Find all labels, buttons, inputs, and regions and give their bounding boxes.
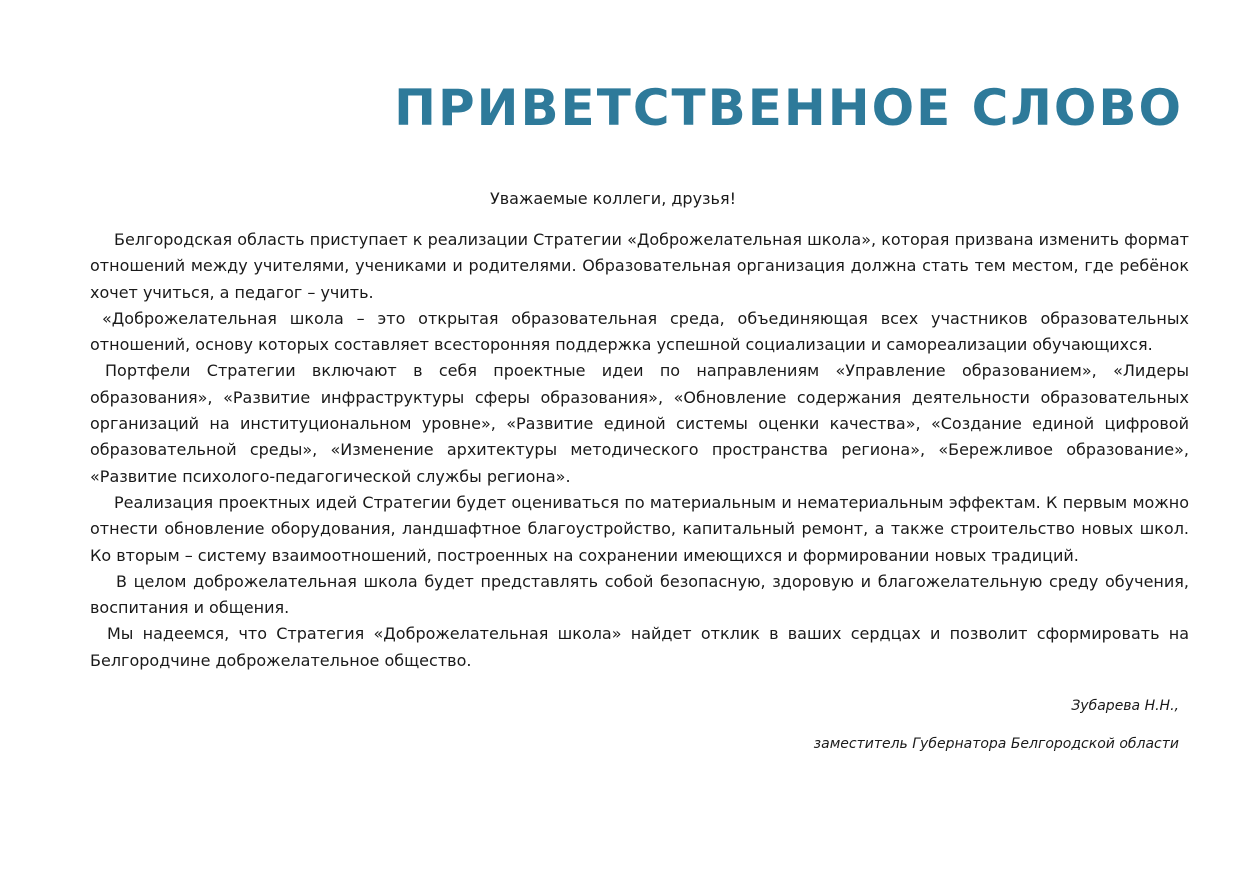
letter-body: [90, 227, 1189, 674]
paragraph: Портфели Стратегии включают в себя проектные идеи по направлениям «Управление образованием», «Лидеры образования», «Развитие инфраструктуры сферы образования», «Обновление содержания деятельности образовательных организаций на институциональном уровне», «Развитие единой системы оценки качества», «Создание единой цифровой образовательной среды», «Изменение архитектуры методического пространства региона», «Бережливое образование», «Развитие психолого-педагогической службы региона».: [90, 361, 1189, 486]
page-title: ПРИВЕТСТВЕННОЕ СЛОВО: [394, 79, 1183, 137]
greeting: Уважаемые коллеги, друзья!: [489, 189, 737, 208]
paragraph: Белгородская область приступает к реализации Стратегии «Доброжелательная школа», которая призвана изменить формат отношений между учителями, учениками и родителями. Образовательная организация должна стать тем местом, где ребёнок хочет учиться, а педагог – учить.: [90, 230, 1189, 302]
paragraph: Реализация проектных идей Стратегии будет оцениваться по материальным и нематериальным эффектам. К первым можно отнести обновление оборудования, ландшафтное благоустройство, капитальный ремонт, а также строительство новых школ. Ко вторым – систему взаимоотношений, построенных на сохранении имеющихся и формировании новых традиций.: [90, 492, 1189, 565]
paragraph: «Доброжелательная школа – это открытая образовательная среда, объединяющая всех участников образовательных отношений, основу которых составляет всесторонняя поддержка успешной социализации и самореализации обучающихся.: [90, 308, 1189, 355]
signature-name: Зубарева Н.Н.,: [1071, 698, 1179, 714]
signature-position: заместитель Губернатора Белгородской области: [813, 736, 1179, 752]
paragraph: В целом доброжелательная школа будет представлять собой безопасную, здоровую и благожелательную среду обучения, воспитания и общения.: [90, 571, 1189, 618]
paragraph: Мы надеемся, что Стратегия «Доброжелательная школа» найдет отклик в ваших сердцах и позволит сформировать на Белгородчине доброжелательное общество.: [90, 624, 1189, 670]
